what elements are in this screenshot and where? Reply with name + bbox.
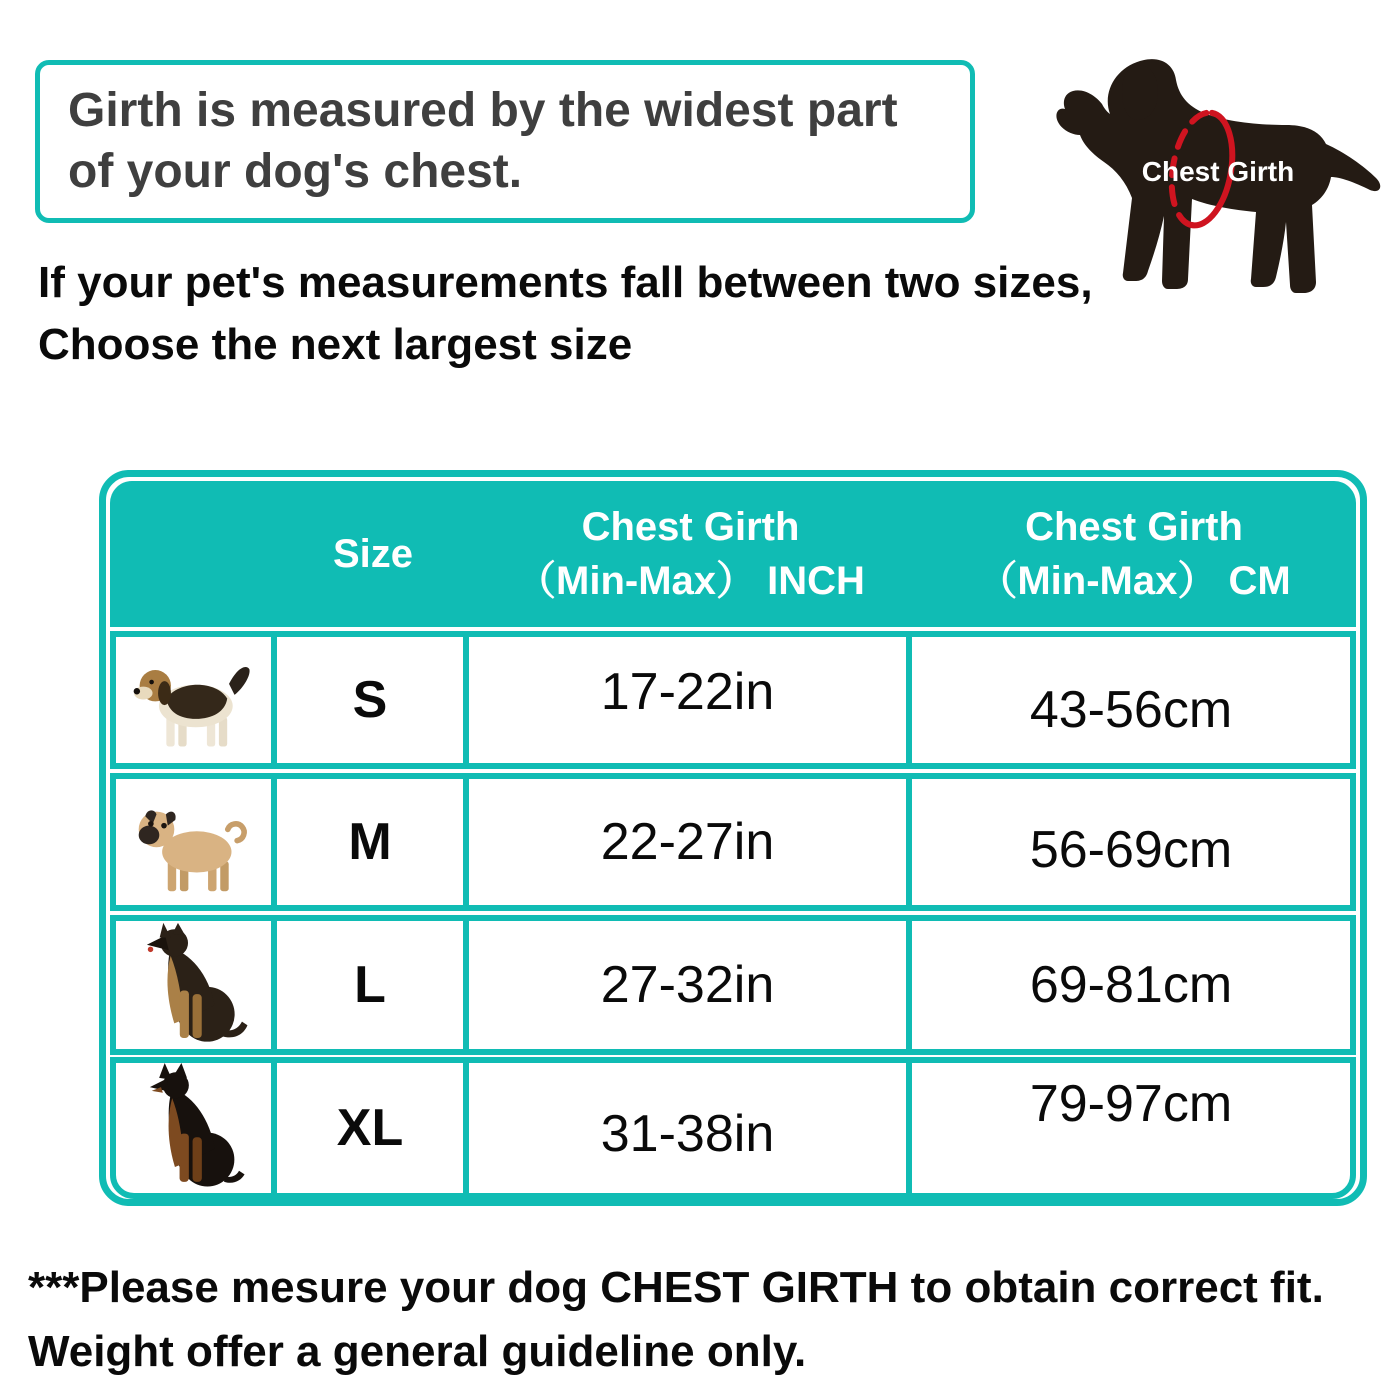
girth-note-text: Girth is measured by the widest part of your dog's chest. [68,83,898,198]
header-inch-sub: （Min-Max） INCH [516,559,865,603]
inch-cell: 22-27in [463,773,912,911]
inch-cell: 31-38in [463,1057,912,1199]
size-cell: S [271,631,469,769]
cm-cell: 69-81cm [906,915,1356,1055]
header-size [277,481,469,627]
chest-girth-label: Chest Girth [1141,156,1295,187]
footnote-text [28,1256,1388,1384]
header-inch-title: Chest Girth [581,505,800,549]
table-row [110,773,1356,911]
size-cell: L [271,915,469,1055]
size-table [99,470,1367,1206]
doberman-dog-icon [133,1063,254,1193]
doberman-photo [110,1057,277,1199]
beagle-photo [110,631,277,769]
intro-text [38,252,1158,377]
table-row [110,1057,1356,1195]
size-cell: M [271,773,469,911]
german-shepherd-photo [110,915,277,1055]
header-dog-photo-column [110,481,277,627]
header-cm-sub: （Min-Max） CM [977,559,1291,603]
header-size-label: Size [332,532,414,576]
cm-cell: 79-97cm [906,1057,1356,1199]
intro-line-2: Choose the next largest size [38,320,633,370]
cm-cell: 56-69cm [906,773,1356,911]
header-cm-title: Chest Girth [1025,505,1243,549]
cm-cell: 43-56cm [906,631,1356,769]
beagle-dog-icon [120,647,268,753]
table-row [110,915,1356,1053]
size-cell: XL [271,1057,469,1199]
pug-dog-icon [119,786,269,899]
pug-photo [110,773,277,911]
table-row [110,631,1356,769]
header-chest-girth-inch [469,481,912,627]
footnote-line-2: Weight offer a general guideline only. [28,1326,807,1376]
header-chest-girth-cm [912,481,1356,627]
german-shepherd-dog-icon [134,921,253,1049]
intro-line-1: If your pet's measurements fall between two sizes, [38,258,1093,307]
inch-cell: 17-22in [463,631,912,769]
inch-cell: 27-32in [463,915,912,1055]
girth-note-box [35,60,975,223]
footnote-line-1: ***Please mesure your dog CHEST GIRTH to obtain correct fit. [28,1263,1324,1312]
table-header-row [110,481,1356,627]
